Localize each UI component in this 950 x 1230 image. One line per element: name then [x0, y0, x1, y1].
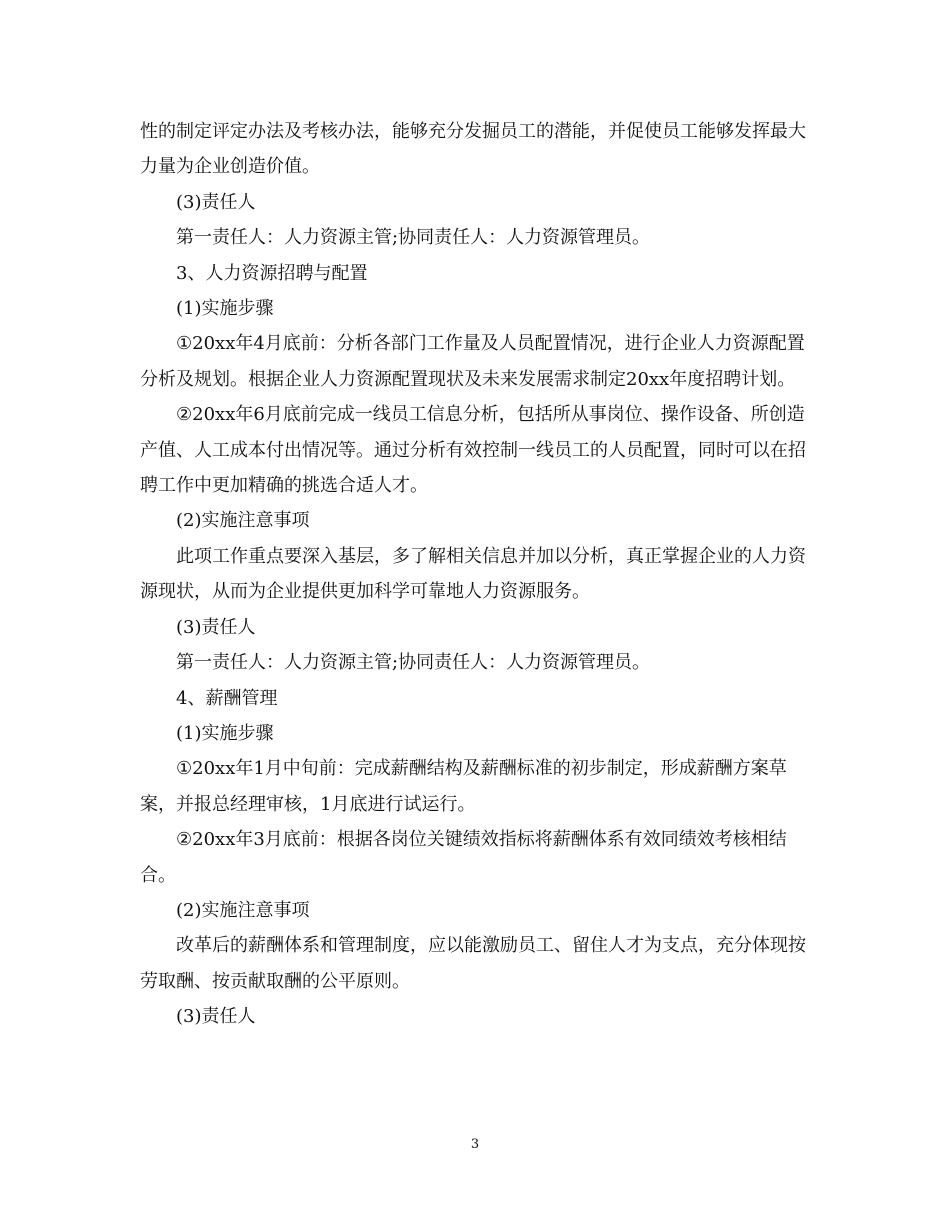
body-text [140, 114, 812, 1035]
paragraph-notes-heading: (2)实施注意事项 [176, 510, 310, 532]
paragraph-notes: 此项工作重点要深入基层，多了解相关信息并加以分析，真正掌握企业的人力资源现状，从而为企业提供更加科学可靠地人力资源服务。 [140, 545, 806, 603]
paragraph-responsible-heading: (3)责任人 [176, 191, 256, 213]
section-heading-recruitment: 3、人力资源招聘与配置 [176, 262, 368, 284]
paragraph-step-2: ②20xx年3月底前：根据各岗位关键绩效指标将薪酬体系有效同绩效考核相结合。 [140, 829, 787, 886]
paragraph-step-1: ①20xx年4月底前：分析各部门工作量及人员配置情况，进行企业人力资源配置分析及规划。根据企业人力资源配置现状及未来发展需求制定20xx年度招聘计划。 [140, 333, 805, 390]
paragraph-notes-heading: (2)实施注意事项 [176, 899, 310, 921]
paragraph-step-2: ②20xx年6月底前完成一线员工信息分析，包括所从事岗位、操作设备、所创造产值、人工成本付出情况等。通过分析有效控制一线员工的人员配置，同时可以在招聘工作中更加精确的挑选合适人才。 [140, 404, 806, 497]
paragraph-step-1: ①20xx年1月中旬前：完成薪酬结构及薪酬标准的初步制定，形成薪酬方案草案，并报总经理审核，1月底进行试运行。 [140, 758, 787, 815]
paragraph-notes: 改革后的薪酬体系和管理制度，应以能激励员工、留住人才为支点，充分体现按劳取酬、按贡献取酬的公平原则。 [140, 935, 806, 992]
paragraph-steps-heading: (1)实施步骤 [176, 722, 274, 744]
section-heading-compensation: 4、薪酬管理 [176, 687, 278, 709]
paragraph-responsible-persons: 第一责任人：人力资源主管;协同责任人：人力资源管理员。 [176, 652, 651, 674]
page-number: 3 [470, 1137, 480, 1152]
paragraph-responsible-persons: 第一责任人：人力资源主管;协同责任人：人力资源管理员。 [176, 227, 651, 249]
paragraph-steps-heading: (1)实施步骤 [176, 298, 274, 320]
paragraph-responsible-heading: (3)责任人 [176, 616, 256, 638]
paragraph-responsible-heading: (3)责任人 [176, 1006, 256, 1028]
paragraph-continuation: 性的制定评定办法及考核办法，能够充分发掘员工的潜能，并促使员工能够发挥最大力量为企业创造价值。 [140, 121, 806, 178]
